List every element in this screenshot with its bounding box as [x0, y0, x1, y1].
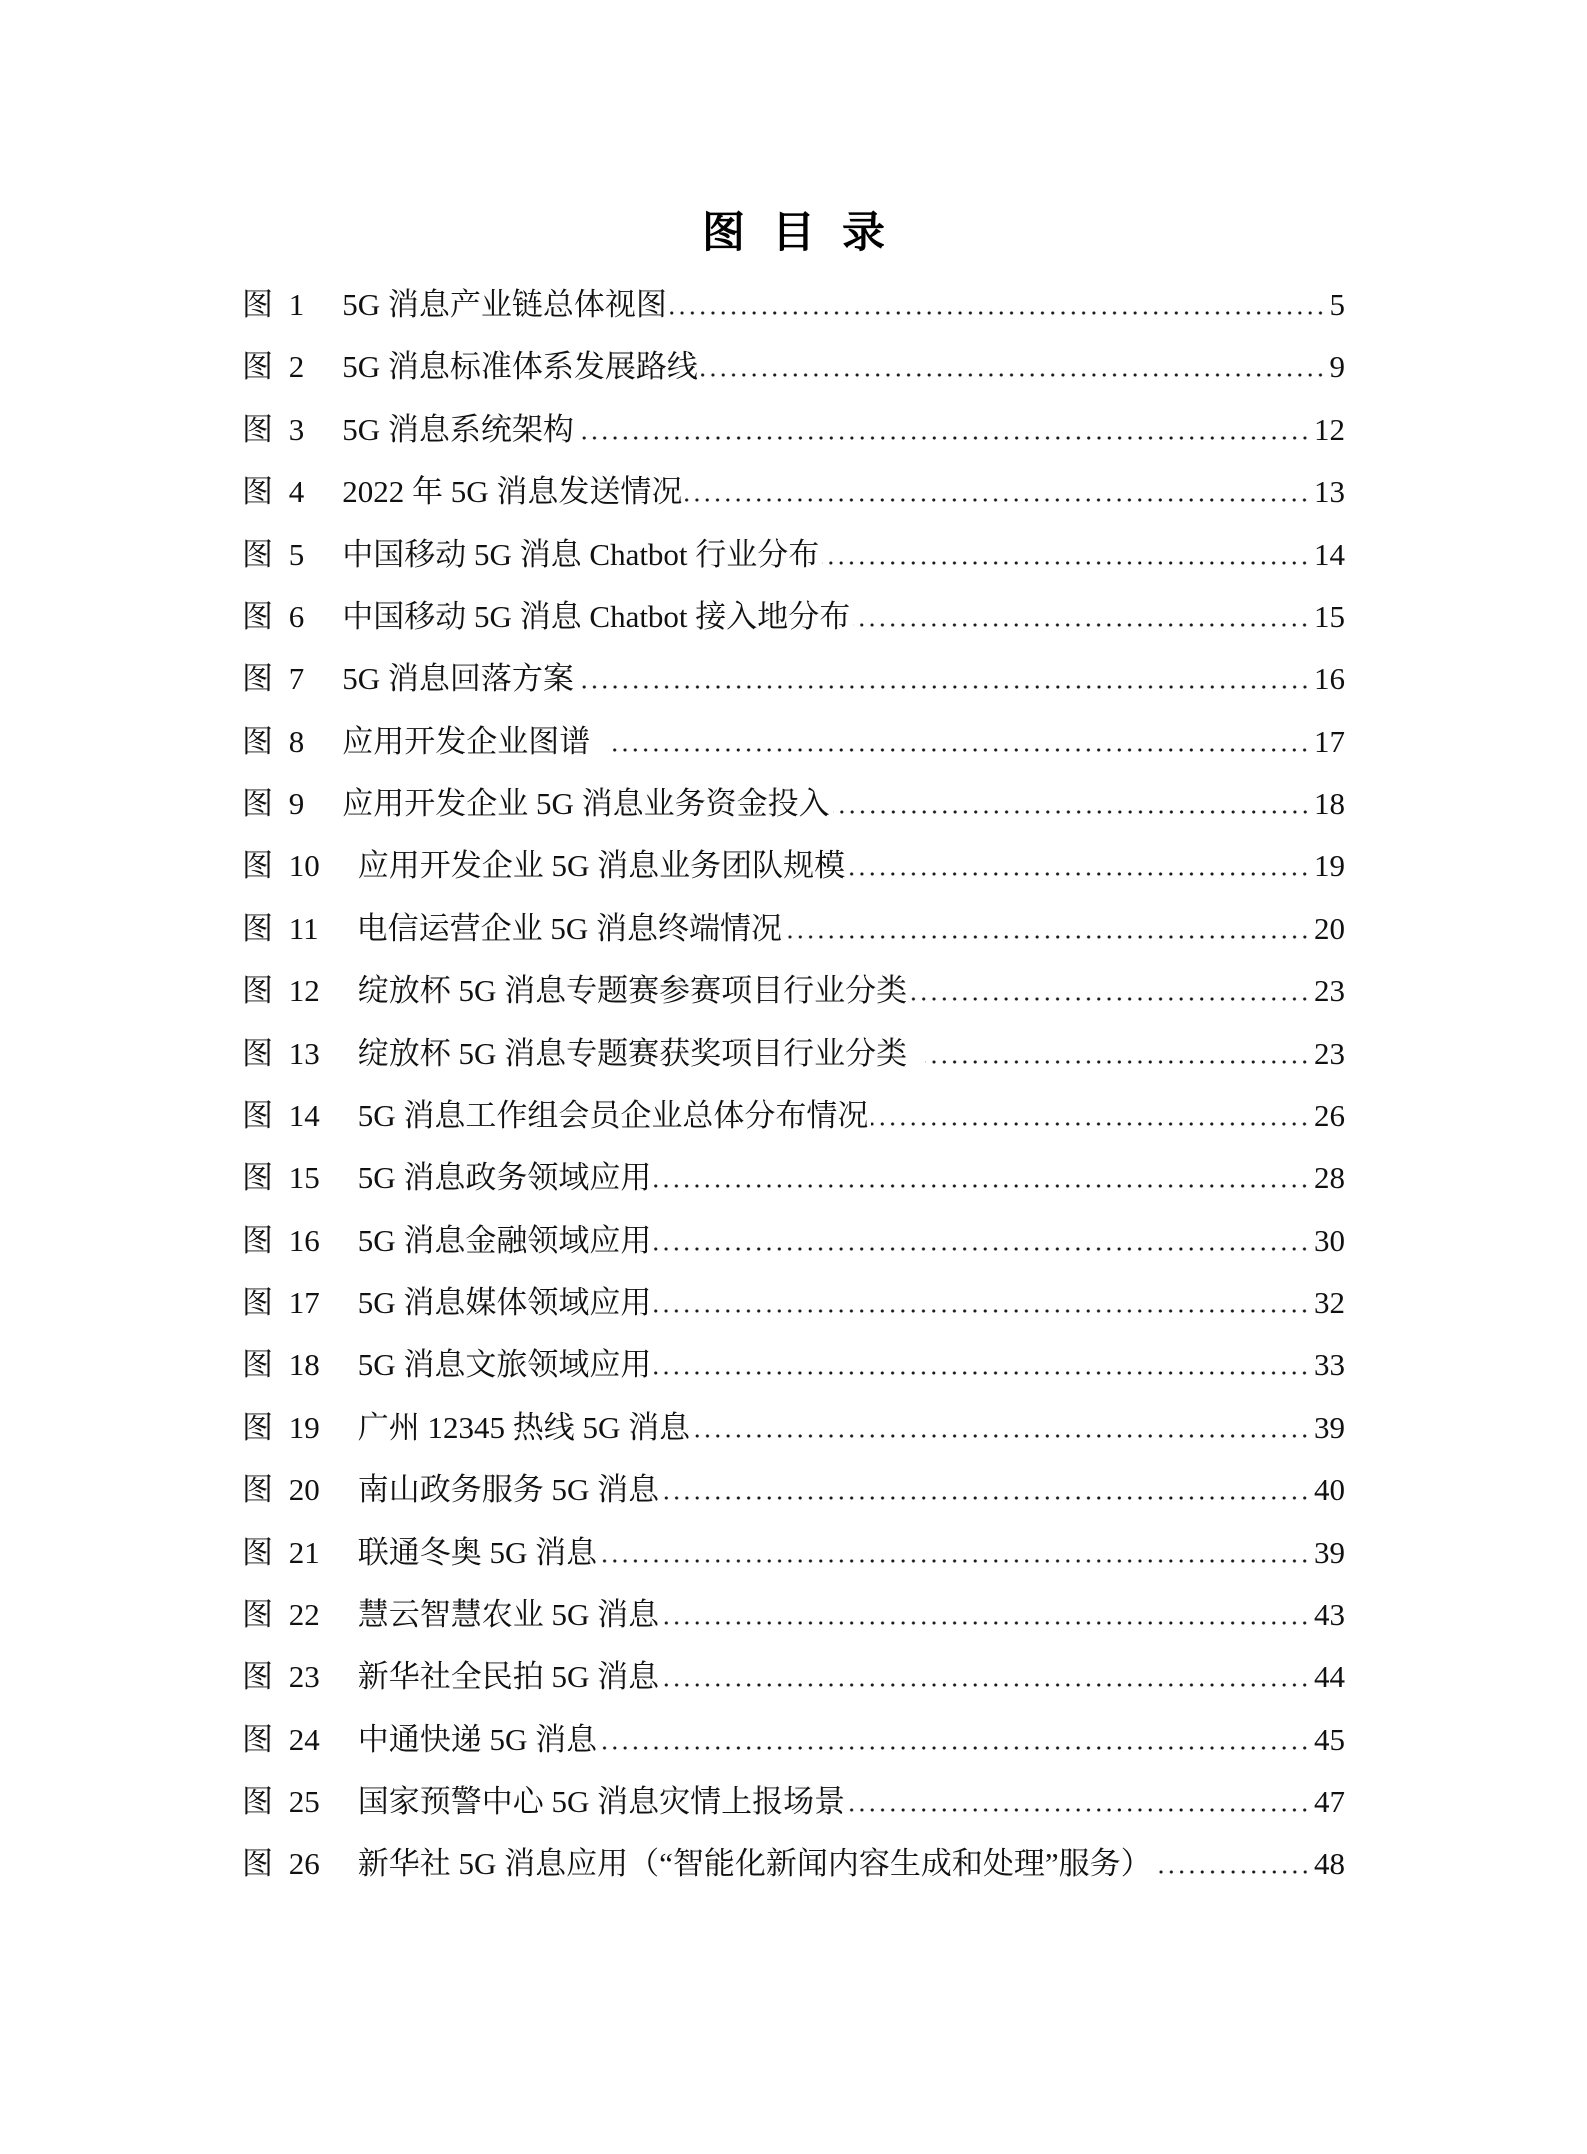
figure-number: 图 19: [242, 1409, 320, 1445]
figure-title: 5G 消息媒体领域应用: [357, 1285, 652, 1320]
page-number: 14: [1314, 536, 1345, 572]
figure-title: 中国移动 5G 消息 Chatbot 行业分布: [342, 536, 820, 572]
figure-title: 绽放杯 5G 消息专题赛参赛项目行业分类: [357, 973, 908, 1009]
page-number: 30: [1314, 1222, 1345, 1258]
page-number: 9: [1329, 349, 1345, 385]
figure-number: 图 18: [242, 1347, 320, 1383]
figure-title: 广州 12345 热线 5G 消息: [357, 1409, 691, 1445]
page-number: 20: [1314, 910, 1345, 946]
figure-number: 图 15: [242, 1160, 320, 1196]
figure-title: 慧云智慧农业 5G 消息: [357, 1596, 660, 1632]
dot-leader: [662, 1683, 1310, 1687]
figure-title: 5G 消息工作组会员企业总体分布情况: [357, 1097, 869, 1133]
toc-entry[interactable]: [242, 1709, 1345, 1771]
figure-number: 图 11: [242, 910, 319, 946]
page-number: 43: [1314, 1596, 1345, 1632]
dot-leader: [853, 623, 1310, 627]
figure-number: 图 26: [242, 1846, 320, 1882]
toc-entry[interactable]: [242, 399, 1345, 461]
toc-entry[interactable]: [242, 1023, 1345, 1085]
figure-title: 新华社全民拍 5G 消息: [357, 1659, 660, 1695]
dot-leader: [848, 872, 1310, 876]
toc-entry[interactable]: [242, 1646, 1345, 1708]
dot-leader: [600, 1559, 1310, 1563]
figure-title: 5G 消息回落方案: [342, 661, 574, 697]
page-number: 45: [1314, 1721, 1345, 1757]
figure-title: 应用开发企业图谱: [342, 723, 591, 759]
toc-entry[interactable]: [242, 524, 1345, 586]
toc-entry[interactable]: [242, 1272, 1345, 1334]
figure-title: 5G 消息产业链总体视图: [342, 287, 667, 322]
page-number: 32: [1314, 1285, 1345, 1320]
figure-number: 图 22: [242, 1596, 320, 1632]
dot-leader: [600, 1746, 1310, 1750]
figure-number: 图 7: [242, 661, 305, 697]
toc-entry[interactable]: [242, 1771, 1345, 1833]
page-number: 28: [1314, 1160, 1345, 1196]
dot-leader: [910, 997, 1310, 1001]
figure-title: 电信运营企业 5G 消息终端情况: [356, 910, 782, 946]
toc-entry[interactable]: [242, 586, 1345, 648]
dot-leader: [654, 1247, 1310, 1251]
toc-entry[interactable]: [242, 1210, 1345, 1272]
toc-entry[interactable]: [242, 336, 1345, 398]
dot-leader: [654, 1184, 1310, 1188]
dot-leader: [871, 1122, 1310, 1126]
figure-title: 5G 消息政务领域应用: [357, 1160, 652, 1196]
toc-entry[interactable]: [242, 835, 1345, 897]
page-number: 40: [1314, 1472, 1345, 1508]
page-number: 47: [1314, 1784, 1345, 1819]
figure-number: 图 4: [242, 474, 305, 510]
dot-leader: [925, 1060, 1310, 1064]
figure-title: 5G 消息标准体系发展路线: [342, 349, 698, 385]
page-number: 13: [1314, 474, 1345, 510]
toc-entry[interactable]: [242, 648, 1345, 710]
page-number: 5: [1329, 287, 1345, 322]
figure-number: 图 8: [242, 723, 305, 759]
toc-entry[interactable]: [242, 1397, 1345, 1459]
toc-entry[interactable]: [242, 960, 1345, 1022]
figure-number: 图 2: [242, 349, 305, 385]
toc-entry[interactable]: [242, 274, 1345, 336]
figure-number: 图 6: [242, 598, 305, 634]
figure-number: 图 9: [242, 786, 305, 821]
figure-number: 图 23: [242, 1659, 320, 1695]
figure-title: 绽放杯 5G 消息专题赛获奖项目行业分类: [357, 1035, 908, 1071]
figure-title: 联通冬奥 5G 消息: [357, 1534, 598, 1570]
page-number: 48: [1314, 1846, 1345, 1882]
dot-leader: [670, 311, 1326, 315]
page-number: 18: [1314, 786, 1345, 821]
page-number: 19: [1314, 848, 1345, 884]
page-number: 17: [1314, 723, 1345, 759]
figure-number: 图 10: [242, 848, 320, 884]
figure-number: 图 3: [242, 411, 305, 447]
page-number: 23: [1314, 1035, 1345, 1071]
toc-entry[interactable]: [242, 1085, 1345, 1147]
page-number: 44: [1314, 1659, 1345, 1695]
toc-entry[interactable]: [242, 1522, 1345, 1584]
dot-leader: [654, 1371, 1310, 1375]
dot-leader: [1155, 1870, 1310, 1874]
figure-title: 5G 消息文旅领域应用: [357, 1347, 652, 1383]
page-number: 39: [1314, 1409, 1345, 1445]
dot-leader: [822, 561, 1310, 565]
page-number: 15: [1314, 598, 1345, 634]
figure-title: 5G 消息金融领域应用: [357, 1222, 652, 1258]
page-number: 16: [1314, 661, 1345, 697]
page-title: 图 目 录: [702, 208, 891, 258]
figure-title: 应用开发企业 5G 消息业务团队规模: [357, 848, 846, 884]
figure-number: 图 17: [242, 1285, 320, 1320]
toc-entry[interactable]: [242, 773, 1345, 835]
dot-leader: [848, 1808, 1310, 1812]
dot-leader: [833, 810, 1310, 814]
page-number: 12: [1314, 411, 1345, 447]
figure-number: 图 24: [242, 1721, 320, 1757]
toc-entry[interactable]: [242, 1334, 1345, 1396]
figure-title: 南山政务服务 5G 消息: [357, 1472, 660, 1508]
figure-title: 新华社 5G 消息应用（“智能化新闻内容生成和处理”服务）: [357, 1846, 1152, 1882]
toc-entry[interactable]: [242, 1147, 1345, 1209]
toc-entry[interactable]: [242, 1833, 1345, 1895]
page-number: 26: [1314, 1097, 1345, 1133]
figure-number: 图 13: [242, 1035, 320, 1071]
figure-title: 5G 消息系统架构: [342, 411, 574, 447]
toc-entry[interactable]: [242, 461, 1345, 523]
figure-number: 图 16: [242, 1222, 320, 1258]
toc-entry[interactable]: [242, 711, 1345, 773]
figure-number: 图 12: [242, 973, 320, 1009]
figure-title: 应用开发企业 5G 消息业务资金投入: [342, 786, 830, 821]
figure-number: 图 25: [242, 1784, 320, 1819]
figure-title: 中通快递 5G 消息: [357, 1721, 598, 1757]
dot-leader: [654, 1309, 1310, 1313]
page-number: 33: [1314, 1347, 1345, 1383]
dot-leader: [693, 1434, 1310, 1438]
figure-title: 中国移动 5G 消息 Chatbot 接入地分布: [342, 598, 851, 634]
toc-entry[interactable]: [242, 1459, 1345, 1521]
figure-number: 图 1: [242, 287, 305, 322]
dot-leader: [662, 1496, 1310, 1500]
dot-leader: [577, 436, 1310, 440]
figure-number: 图 5: [242, 536, 305, 572]
figure-title: 国家预警中心 5G 消息灾情上报场景: [357, 1784, 846, 1819]
figure-number: 图 14: [242, 1097, 320, 1133]
figure-list: [242, 274, 1345, 1896]
dot-leader: [785, 935, 1310, 939]
dot-leader: [662, 1621, 1310, 1625]
page-number: 39: [1314, 1534, 1345, 1570]
figure-title: 2022 年 5G 消息发送情况: [342, 474, 683, 510]
dot-leader: [577, 685, 1310, 689]
toc-entry[interactable]: [242, 898, 1345, 960]
dot-leader: [701, 373, 1326, 377]
dot-leader: [685, 498, 1310, 502]
dot-leader: [608, 748, 1310, 752]
page-number: 23: [1314, 973, 1345, 1009]
figure-number: 图 21: [242, 1534, 320, 1570]
toc-entry[interactable]: [242, 1584, 1345, 1646]
figure-number: 图 20: [242, 1472, 320, 1508]
